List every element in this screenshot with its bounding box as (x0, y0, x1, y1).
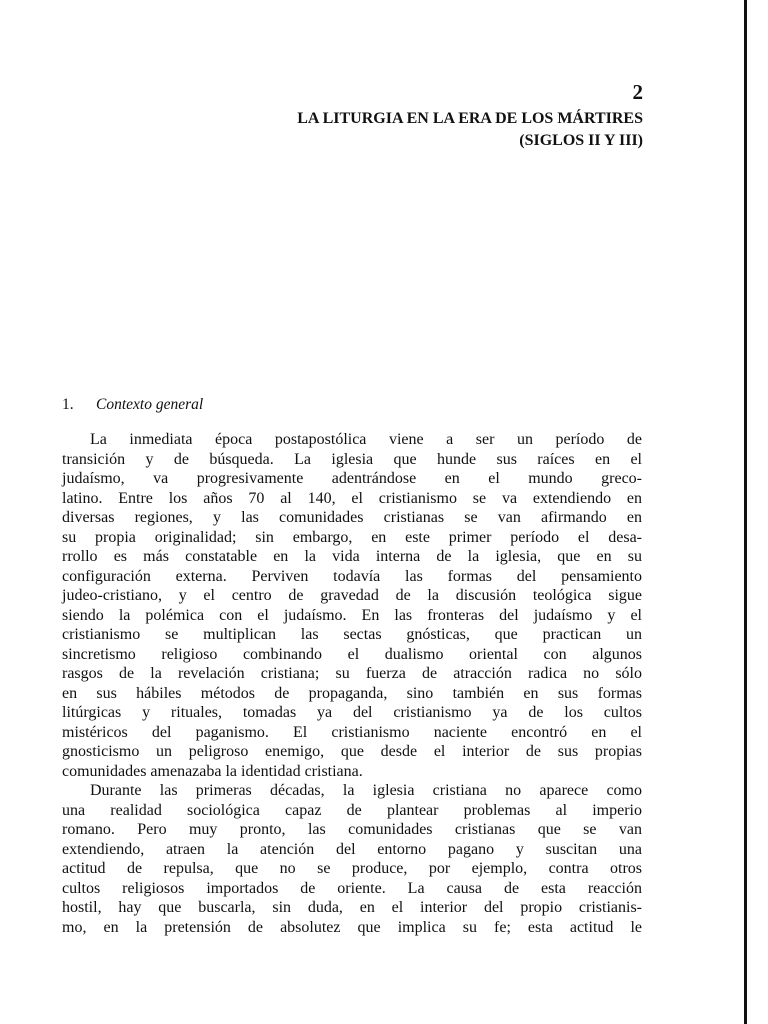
text-line: sincretismo religioso combinando el dualismo oriental con algunos (62, 645, 642, 663)
text-line: La inmediata época postapostólica viene a ser un período de (90, 431, 642, 448)
text-line: hostil, hay que buscarla, sin duda, en el interior del propio cristianis- (62, 899, 642, 916)
section-number: 1. (62, 396, 74, 413)
text-line: rasgos de la revelación cristiana; su fuerza de atracción radica no sólo (62, 665, 642, 682)
section-title: Contexto general (96, 396, 204, 413)
text-line: judaísmo, va progresivamente adentrándose en el mundo greco- (62, 470, 642, 487)
text-line: cultos religiosos importados de oriente. La causa de esta reacción (62, 879, 642, 897)
text-line: rrollo es más constatable en la vida interna de la iglesia, que en su (62, 548, 642, 565)
text-line: configuración externa. Perviven todavía las formas del pensamiento (62, 567, 642, 585)
chapter-title (100, 108, 643, 152)
text-line: judeo-cristiano, y el centro de gravedad de la discusión teológica sigue (62, 587, 642, 604)
paragraph (62, 781, 642, 937)
text-line: siendo la polémica con el judaísmo. En las fronteras del judaísmo y el (62, 606, 642, 624)
chapter-title-line: LA LITURGIA EN LA ERA DE LOS MÁRTIRES (297, 110, 643, 127)
text-line: diversas regiones, y las comunidades cristianas se van afirmando en (62, 509, 642, 526)
text-line: su propia originalidad; sin embargo, en este primer período el desa- (62, 528, 642, 546)
text-line: latino. Entre los años 70 al 140, el cristianismo se va extendiendo en (62, 489, 642, 507)
chapter-title-line: (SIGLOS II Y III) (519, 132, 643, 149)
text-line: cristianismo se multiplican las sectas gnósticas, que practican un (62, 626, 642, 643)
page-edge-rule (744, 0, 747, 1024)
text-line: Durante las primeras décadas, la iglesia cristiana no aparece como (90, 782, 642, 799)
text-line: mo, en la pretensión de absolutez que implica su fe; esta actitud le (62, 918, 642, 936)
text-line: litúrgicas y rituales, tomadas ya del cristianismo ya de los cultos (62, 704, 642, 721)
text-line: una realidad sociológica capaz de plantear problemas al imperio (62, 801, 642, 819)
text-line: mistéricos del paganismo. El cristianismo naciente encontró en el (62, 723, 642, 741)
text-line: extendiendo, atraen la atención del entorno pagano y suscitan una (62, 840, 642, 858)
paragraph (62, 430, 642, 781)
text-line: comunidades amenazaba la identidad cristiana. (62, 762, 363, 780)
chapter-number: 2 (632, 80, 643, 104)
text-line: gnosticismo un peligroso enemigo, que desde el interior de sus propias (62, 743, 642, 760)
text-line: romano. Pero muy pronto, las comunidades cristianas que se van (62, 821, 642, 838)
section-heading (62, 395, 642, 415)
body-text (62, 430, 642, 937)
text-line: transición y de búsqueda. La iglesia que hunde sus raíces en el (62, 450, 642, 468)
text-line: actitud de repulsa, que no se produce, por ejemplo, contra otros (62, 860, 642, 877)
text-line: en sus hábiles métodos de propaganda, sino también en sus formas (62, 684, 642, 702)
